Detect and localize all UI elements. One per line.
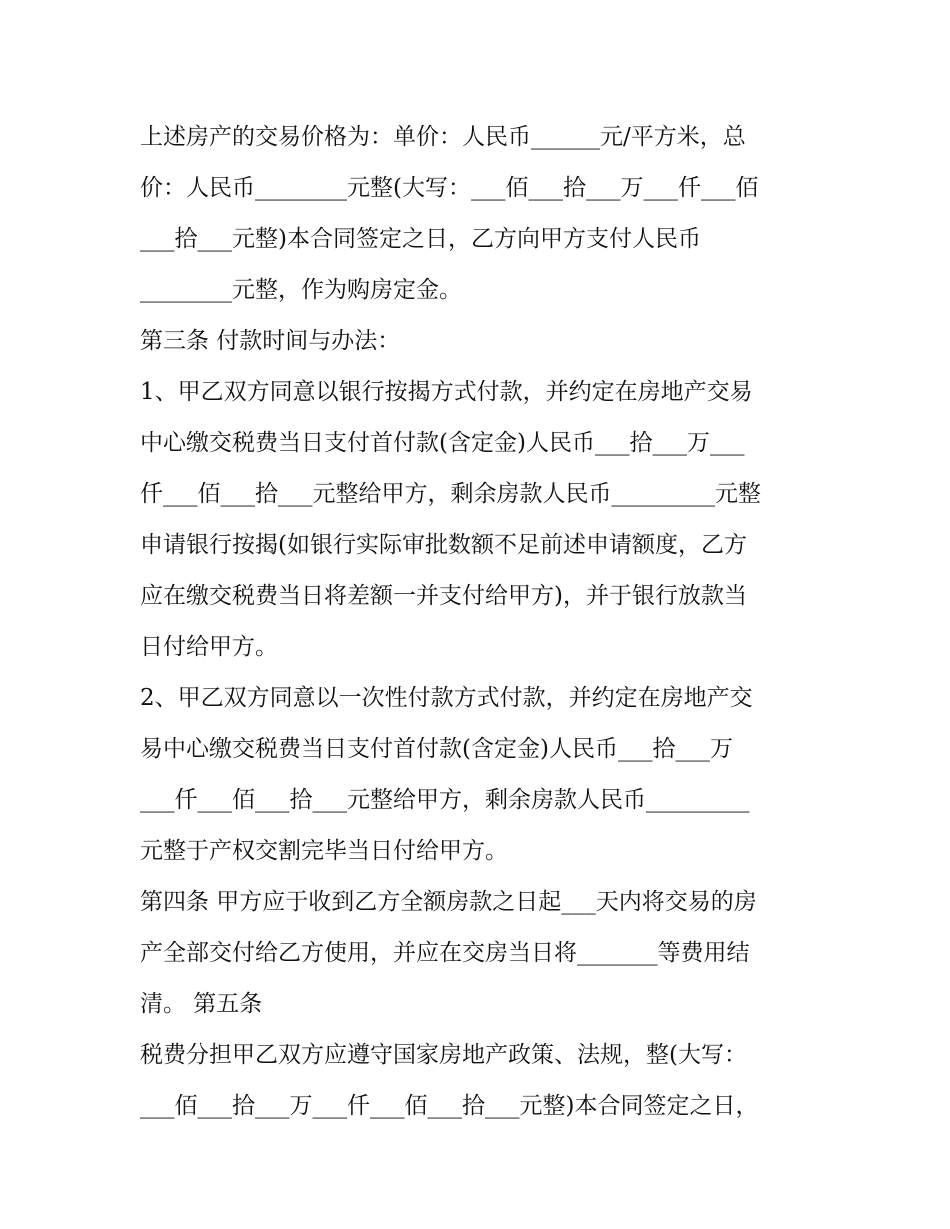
section-heading-article-3: 第三条 付款时间与办法： [140,328,401,354]
text-line: ___拾___元整)本合同签定之日，乙方向甲方支付人民币 [140,226,701,252]
text-line: 税费分担甲乙双方应遵守国家房地产政策、法规，整(大写： [140,1042,747,1068]
text-line: 元整于产权交割完毕当日付给甲方。 [140,838,508,864]
text-line: 申请银行按揭(如银行实际审批数额不足前述申请额度，乙方 [140,532,747,558]
text-line: 易中心缴交税费当日支付首付款(含定金)人民币___拾___万 [140,736,733,762]
text-line: 中心缴交税费当日支付首付款(含定金)人民币___拾___万___ [140,430,745,456]
section-heading-article-4: 第四条 甲方应于收到乙方全额房款之日起___天内将交易的房 [140,889,757,915]
text-line: 清。 第五条 [140,991,263,1017]
text-line: 2、甲乙双方同意以一次性付款方式付款，并约定在房地产交 [140,685,753,711]
text-line: 应在缴交税费当日将差额一并支付给甲方)，并于银行放款当 [140,583,747,609]
text-line: ___佰___拾___万___仟___佰___拾___元整)本合同签定之日， [140,1093,759,1119]
text-line: 价：人民币________元整(大写：___佰___拾___万___仟___佰 [140,175,759,201]
text-line: ________元整，作为购房定金。 [140,277,462,303]
text-line: ___仟___佰___拾___元整给甲方，剩余房款人民币_________ [140,787,750,813]
text-line: 产全部交付给乙方使用，并应在交房当日将_______等费用结 [140,940,750,966]
text-line: 1、甲乙双方同意以银行按揭方式付款，并约定在房地产交易 [140,379,753,405]
text-line: 上述房产的交易价格为：单价：人民币______元/平方米，总 [140,124,746,150]
text-line: 日付给甲方。 [140,634,278,660]
text-line: 仟___佰___拾___元整给甲方，剩余房款人民币_________元整 [140,481,761,507]
contract-text-body [140,112,840,1132]
